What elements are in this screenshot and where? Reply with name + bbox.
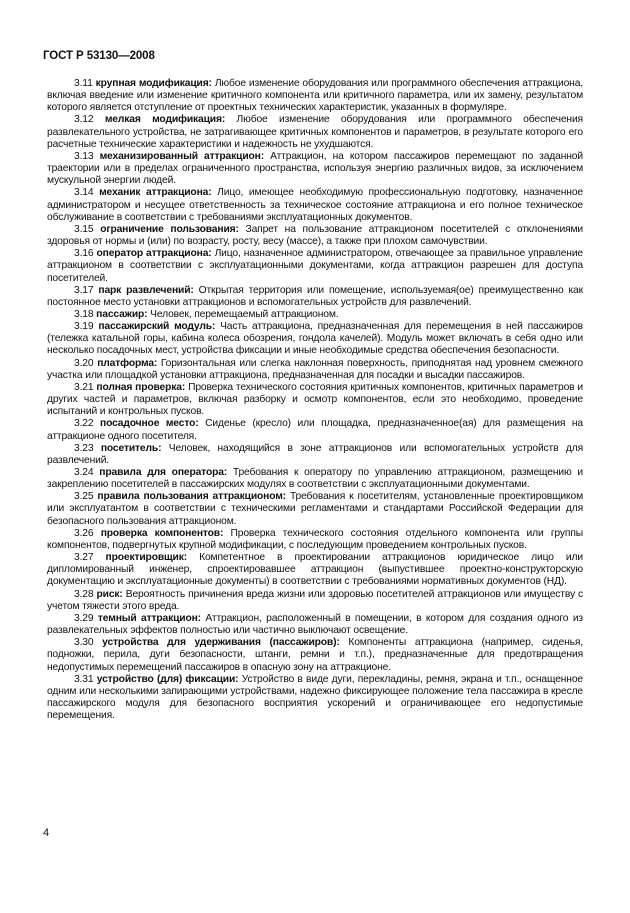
entry-number: 3.11	[74, 78, 93, 89]
entry-number: 3.14	[74, 187, 94, 199]
document-header: ГОСТ Р 53130—2008	[43, 50, 155, 62]
entry-term: темный аттракцион:	[97, 612, 201, 624]
entry-text: Вероятность причинения вреда жизни или здоровью посетителей аттракционов или имуществу с учетом тяжести этого вреда.	[47, 588, 583, 612]
entry-term: механизированный аттракцион:	[99, 150, 264, 162]
entry-term: пассажир:	[96, 308, 148, 320]
entry-text: Устройство в виде дуги, перекладины, ремня, экрана и т.п., оснащенное одним или несколькими запирающими устройствами, надежно фиксирующее положение тела пассажира в кресле пассажирского модуля для безопасного восприятия ускорений и ограничивающее его недопустимые перемещения.	[47, 673, 583, 722]
definition-entry	[47, 443, 583, 467]
entry-number: 3.26	[74, 527, 94, 539]
entry-text: Сиденье (кресло) или площадка, предназначенное(ая) для размещения на аттракционе одного посетителя.	[47, 418, 583, 442]
entry-text: Открытая территория или помещение, используемая(ое) преимущественно как постоянное место установки аттракционов и вспомогательных устройств для развлечений.	[47, 284, 583, 308]
entry-number: 3.13	[74, 150, 94, 162]
entry-text: Требования к посетителям, установленные проектировщиком или эксплуатантом в соответствии с техническими регламентами и стандартами Российской Федерации для безопасного пользования аттракционом.	[47, 491, 584, 527]
definition-entry	[47, 78, 583, 114]
entry-number: 3.25	[74, 491, 94, 503]
entry-number: 3.18	[74, 308, 94, 320]
entry-number: 3.31	[74, 673, 94, 685]
entry-term: посадочное место:	[100, 418, 199, 430]
entry-text: Человек, перемещаемый аттракционом.	[150, 308, 339, 320]
entry-text: Лицо, имеющее необходимую профессиональную подготовку, назначенное администратором и несущее ответственность за техническое состояние аттракциона и его полное техническое обслуживание в соответствии с требованиями эксплуатационных документов.	[47, 187, 583, 223]
definition-entry	[47, 285, 583, 309]
entry-text: Компоненты аттракциона (например, сиденья, подножки, перила, дуги безопасности, штанги, ремни и т.п.), предназначенные для предотвращения недопустимых перемещений пассажиров в опасную зону на аттракционе.	[47, 637, 583, 673]
entry-text: Требования к оператору по управлению аттракционом, размещению и закреплению посетителей в пассажирских модулях в соответствии с эксплуатационными документами.	[47, 467, 583, 491]
definitions-list	[47, 78, 583, 722]
entry-term: устройство (для) фиксации:	[96, 673, 239, 685]
entry-number: 3.17	[74, 284, 94, 296]
entry-term: устройства для удерживания (пассажиров):	[102, 637, 340, 649]
entry-number: 3.23	[74, 442, 94, 454]
entry-term: крупная модификация:	[95, 78, 212, 89]
page-number: 4	[43, 827, 50, 839]
definition-entry	[47, 382, 583, 418]
entry-term: ограничение пользования:	[100, 223, 239, 235]
entry-number: 3.12	[74, 114, 94, 126]
entry-text: Проверка технического состояния отдельного компонента или группы компонентов, подвергнутых крупной модификации, с последующим проведением контрольных пусков.	[47, 527, 583, 551]
definition-entry	[47, 589, 583, 613]
entry-text: Аттракцион, расположенный в помещении, в котором для создания одного из развлекательных эффектов полностью или частично выключают освещение.	[47, 612, 583, 637]
definition-entry	[47, 613, 583, 637]
definition-entry	[47, 491, 583, 527]
entry-number: 3.16	[74, 248, 94, 260]
definition-entry	[47, 224, 583, 248]
entry-term: полная проверка:	[96, 381, 186, 393]
entry-number: 3.24	[74, 467, 94, 478]
entry-term: мелкая модификация:	[104, 114, 226, 126]
entry-term: правила для оператора:	[99, 467, 228, 478]
definition-entry	[47, 114, 583, 150]
entry-number: 3.19	[74, 321, 94, 333]
entry-term: проверка компонентов:	[100, 527, 224, 539]
entry-text: Человек, находящийся в зоне аттракционов или вспомогательных устройств для развлечений.	[47, 442, 583, 466]
definition-entry	[47, 467, 583, 491]
definition-entry	[47, 552, 583, 588]
entry-term: риск:	[96, 588, 123, 600]
definition-entry	[47, 418, 583, 442]
definition-entry	[47, 309, 583, 321]
definition-entry	[47, 358, 583, 382]
entry-term: посетитель:	[100, 442, 162, 454]
entry-number: 3.27	[74, 552, 94, 564]
entry-number: 3.28	[74, 588, 94, 600]
entry-text: Запрет на пользование аттракционом посетителей с отклонениями здоровья от нормы и (или) по возрасту, росту, весу (массе), а также при плохом самочувствии.	[47, 223, 584, 248]
entry-term: оператор аттракциона:	[96, 248, 212, 260]
definition-entry	[47, 151, 583, 187]
entry-number: 3.20	[74, 357, 94, 369]
entry-term: правила пользования аттракционом:	[97, 491, 286, 503]
definition-entry	[47, 674, 583, 723]
entry-term: парк развлечений:	[98, 284, 194, 296]
definition-entry	[47, 187, 583, 223]
entry-text: Проверка технического состояния критичных компонентов, критичных параметров и других частей и параметров, включая разборку и осмотр компонентов, если это необходимо, проведение испытаний и контрольных пусков.	[47, 381, 583, 418]
entry-text: Любое изменение оборудования или программного обеспечения аттракциона, включая введение или изменение критичного компонента или критичного параметра, или их замену, результатом которого является отступление от проектных технических характеристик, указанных в формуляре.	[47, 78, 583, 114]
entry-number: 3.15	[74, 223, 94, 235]
definition-entry	[47, 248, 583, 284]
definition-entry	[47, 528, 583, 552]
definition-entry	[47, 321, 583, 357]
entry-term: платформа:	[97, 357, 158, 369]
entry-term: пассажирский модуль:	[98, 321, 216, 333]
entry-number: 3.22	[74, 418, 94, 430]
entry-text: Лицо, назначенное администратором, отвечающее за правильное управление аттракционом в соответствии с эксплуатационными документами, когда аттракцион разрешен для доступа посетителей.	[47, 248, 583, 284]
entry-term: механик аттракциона:	[99, 187, 212, 199]
entry-number: 3.21	[74, 381, 94, 393]
entry-term: проектировщик:	[105, 552, 188, 564]
entry-number: 3.29	[74, 612, 94, 624]
definition-entry	[47, 637, 583, 673]
entry-text: Аттракцион, на котором пассажиров перемещают по заданной траектории или в пределах ограниченного пространства, используя энергию различных видов, за исключением мускульной энергии людей.	[47, 150, 583, 187]
entry-text: Часть аттракциона, предназначенная для перемещения в ней пассажиров (тележка катальной горы, кабина колеса обозрения, гондола качелей). Модуль может включать в себя одно или несколько посадочных мест, устройства фиксации и иные необходимые средства обеспечения безопасности.	[47, 321, 583, 357]
entry-text: Компетентное в проектировании аттракционов юридическое лицо или дипломированный инженер, спроектировавшее аттракцион (выпустившее проектно-конструкторскую документацию и эксплуатационные документы) в соответствии с требованиями нормативных документов (НД).	[47, 552, 583, 588]
entry-number: 3.30	[74, 637, 94, 649]
entry-text: Горизонтальная или слегка наклонная поверхность, приподнятая над уровнем смежного участка или площадкой установки аттракциона, предназначенная для посадки и высадки пассажиров.	[47, 357, 583, 381]
entry-text: Любое изменение оборудования или программного обеспечения развлекательного устройства, не затрагивающее критичных компонентов и параметров, в результате которого его расчетные технические характеристики и надежность не ухудшаются.	[47, 114, 583, 150]
